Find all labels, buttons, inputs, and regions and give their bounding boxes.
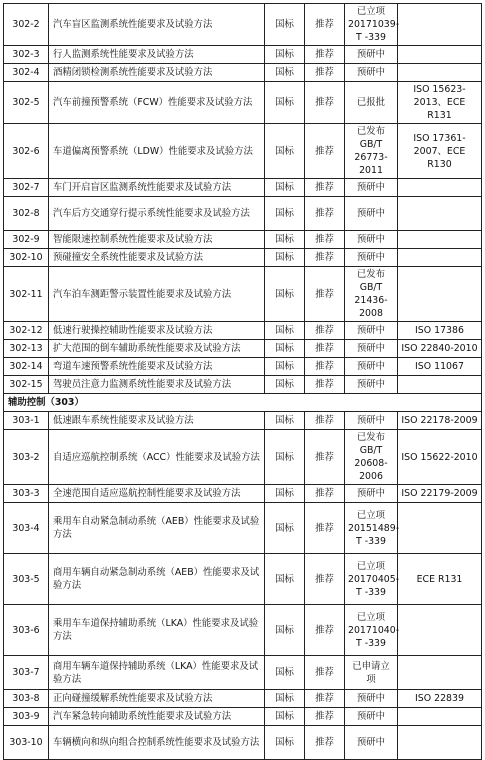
row-title: 乘用车自动紧急制动系统（AEB）性能要求及试验方法: [49, 503, 265, 554]
table-row: [4, 231, 482, 249]
row-nature: 推荐: [305, 46, 345, 64]
row-number: 303-1: [4, 412, 49, 430]
row-nature: 推荐: [305, 430, 345, 485]
row-reference: [398, 197, 482, 231]
row-nature: 推荐: [305, 124, 345, 179]
row-title: 汽车后方交通穿行提示系统性能要求及试验方法: [49, 197, 265, 231]
row-number: 303-10: [4, 726, 49, 760]
table-row: [4, 708, 482, 726]
row-standard-type: 国标: [265, 503, 305, 554]
row-nature: 推荐: [305, 249, 345, 267]
row-reference: ISO 15623-2013、ECE R131: [398, 82, 482, 124]
row-number: 302-3: [4, 46, 49, 64]
section-title: 辅助控制（303）: [4, 394, 482, 412]
row-title: 全速范围自适应巡航控制性能要求及试验方法: [49, 485, 265, 503]
row-status: 已申请立项: [345, 656, 398, 690]
row-number: 303-9: [4, 708, 49, 726]
table-row: [4, 322, 482, 340]
row-standard-type: 国标: [265, 179, 305, 197]
row-status: 已发布GB/T 20608-2006: [345, 430, 398, 485]
row-reference: [398, 64, 482, 82]
row-nature: 推荐: [305, 376, 345, 394]
row-standard-type: 国标: [265, 124, 305, 179]
row-status: 已立项 20151489-T -339: [345, 503, 398, 554]
row-title: 车道偏离预警系统（LDW）性能要求及试验方法: [49, 124, 265, 179]
row-reference: ECE R131: [398, 554, 482, 605]
row-reference: [398, 605, 482, 656]
row-nature: 推荐: [305, 412, 345, 430]
table-row: [4, 503, 482, 554]
row-status: 预研中: [345, 231, 398, 249]
row-nature: 推荐: [305, 267, 345, 322]
row-status: 已发布GB/T 21436-2008: [345, 267, 398, 322]
row-status: 预研中: [345, 485, 398, 503]
table-row: [4, 690, 482, 708]
table-row: [4, 124, 482, 179]
row-title: 低速跟车系统性能要求及试验方法: [49, 412, 265, 430]
row-status: 预研中: [345, 249, 398, 267]
row-number: 302-15: [4, 376, 49, 394]
row-reference: ISO 17361-2007、ECE R130: [398, 124, 482, 179]
row-reference: ISO 15622-2010: [398, 430, 482, 485]
table-row: [4, 179, 482, 197]
row-reference: [398, 231, 482, 249]
row-title: 乘用车车道保持辅助系统（LKA）性能要求及试验方法: [49, 605, 265, 656]
row-number: 303-7: [4, 656, 49, 690]
row-number: 302-5: [4, 82, 49, 124]
row-status: 已立项 20171039-T -339: [345, 4, 398, 46]
row-reference: [398, 249, 482, 267]
row-number: 303-3: [4, 485, 49, 503]
row-standard-type: 国标: [265, 358, 305, 376]
table-row: [4, 340, 482, 358]
row-number: 303-4: [4, 503, 49, 554]
row-reference: [398, 376, 482, 394]
row-number: 302-9: [4, 231, 49, 249]
row-number: 303-8: [4, 690, 49, 708]
row-status: 预研中: [345, 322, 398, 340]
row-status: 已发布GB/T 26773-2011: [345, 124, 398, 179]
row-reference: [398, 267, 482, 322]
row-nature: 推荐: [305, 726, 345, 760]
table-row: [4, 46, 482, 64]
row-nature: 推荐: [305, 503, 345, 554]
row-title: 商用车辆自动紧急制动系统（AEB）性能要求及试验方法: [49, 554, 265, 605]
row-title: 驾驶员注意力监测系统性能要求及试验方法: [49, 376, 265, 394]
row-standard-type: 国标: [265, 485, 305, 503]
row-status: 预研中: [345, 340, 398, 358]
row-nature: 推荐: [305, 605, 345, 656]
row-status: 预研中: [345, 358, 398, 376]
row-number: 302-13: [4, 340, 49, 358]
row-nature: 推荐: [305, 656, 345, 690]
row-title: 自适应巡航控制系统（ACC）性能要求及试验方法: [49, 430, 265, 485]
row-title: 智能限速控制系统性能要求及试验方法: [49, 231, 265, 249]
table-row: [4, 358, 482, 376]
row-nature: 推荐: [305, 708, 345, 726]
row-standard-type: 国标: [265, 82, 305, 124]
row-title: 汽车前撞预警系统（FCW）性能要求及试验方法: [49, 82, 265, 124]
row-status: 预研中: [345, 412, 398, 430]
row-title: 汽车紧急转向辅助系统性能要求及试验方法: [49, 708, 265, 726]
row-standard-type: 国标: [265, 376, 305, 394]
section-row: [4, 394, 482, 412]
table-row: [4, 376, 482, 394]
row-number: 302-6: [4, 124, 49, 179]
table-row: [4, 726, 482, 760]
row-nature: 推荐: [305, 231, 345, 249]
row-standard-type: 国标: [265, 708, 305, 726]
table-row: [4, 656, 482, 690]
row-standard-type: 国标: [265, 197, 305, 231]
row-standard-type: 国标: [265, 231, 305, 249]
row-title: 低速行驶操控辅助性能要求及试验方法: [49, 322, 265, 340]
row-number: 302-4: [4, 64, 49, 82]
table-row: [4, 430, 482, 485]
row-number: 302-8: [4, 197, 49, 231]
row-reference: ISO 22839: [398, 690, 482, 708]
table-row: [4, 249, 482, 267]
row-title: 弯道车速预警系统性能要求及试验方法: [49, 358, 265, 376]
row-title: 正向碰撞缓解系统性能要求及试验方法: [49, 690, 265, 708]
table-row: [4, 197, 482, 231]
row-reference: [398, 179, 482, 197]
row-status: 预研中: [345, 690, 398, 708]
row-title: 车门开启盲区监测系统性能要求及试验方法: [49, 179, 265, 197]
row-reference: [398, 656, 482, 690]
row-nature: 推荐: [305, 485, 345, 503]
row-reference: ISO 11067: [398, 358, 482, 376]
row-nature: 推荐: [305, 179, 345, 197]
row-standard-type: 国标: [265, 690, 305, 708]
row-nature: 推荐: [305, 690, 345, 708]
row-standard-type: 国标: [265, 249, 305, 267]
row-standard-type: 国标: [265, 430, 305, 485]
row-reference: ISO 17386: [398, 322, 482, 340]
table-row: [4, 4, 482, 46]
row-reference: [398, 4, 482, 46]
row-title: 汽车盲区监测系统性能要求及试验方法: [49, 4, 265, 46]
row-number: 302-12: [4, 322, 49, 340]
row-status: 已报批: [345, 82, 398, 124]
row-number: 302-2: [4, 4, 49, 46]
row-status: 已立项 20171040-T -339: [345, 605, 398, 656]
row-standard-type: 国标: [265, 322, 305, 340]
row-number: 302-7: [4, 179, 49, 197]
row-reference: ISO 22179-2009: [398, 485, 482, 503]
row-title: 预碰撞安全系统性能要求及试验方法: [49, 249, 265, 267]
table-row: [4, 485, 482, 503]
row-status: 预研中: [345, 197, 398, 231]
row-standard-type: 国标: [265, 64, 305, 82]
row-status: 预研中: [345, 708, 398, 726]
table-row: [4, 412, 482, 430]
row-nature: 推荐: [305, 554, 345, 605]
row-number: 303-6: [4, 605, 49, 656]
row-title: 汽车泊车测距警示装置性能要求及试验方法: [49, 267, 265, 322]
row-number: 303-5: [4, 554, 49, 605]
row-title: 商用车辆车道保持辅助系统（LKA）性能要求及试验方法: [49, 656, 265, 690]
row-standard-type: 国标: [265, 412, 305, 430]
row-nature: 推荐: [305, 340, 345, 358]
row-nature: 推荐: [305, 197, 345, 231]
row-number: 302-14: [4, 358, 49, 376]
row-status: 预研中: [345, 376, 398, 394]
standards-table: [3, 3, 482, 760]
row-title: 车辆横向和纵向组合控制系统性能要求及试验方法: [49, 726, 265, 760]
row-standard-type: 国标: [265, 656, 305, 690]
row-status: 预研中: [345, 64, 398, 82]
table-row: [4, 554, 482, 605]
row-standard-type: 国标: [265, 46, 305, 64]
row-status: 预研中: [345, 179, 398, 197]
row-status: 已立项 20170405-T -339: [345, 554, 398, 605]
row-nature: 推荐: [305, 82, 345, 124]
row-reference: [398, 503, 482, 554]
row-status: 预研中: [345, 726, 398, 760]
row-title: 行人监测系统性能要求及试验方法: [49, 46, 265, 64]
row-reference: [398, 708, 482, 726]
table-row: [4, 64, 482, 82]
row-nature: 推荐: [305, 64, 345, 82]
row-standard-type: 国标: [265, 605, 305, 656]
table-row: [4, 82, 482, 124]
row-reference: [398, 46, 482, 64]
row-standard-type: 国标: [265, 554, 305, 605]
row-nature: 推荐: [305, 4, 345, 46]
row-number: 302-11: [4, 267, 49, 322]
table-row: [4, 605, 482, 656]
row-reference: [398, 726, 482, 760]
row-status: 预研中: [345, 46, 398, 64]
row-title: 扩大范围的倒车辅助系统性能要求及试验方法: [49, 340, 265, 358]
row-reference: ISO 22178-2009: [398, 412, 482, 430]
row-standard-type: 国标: [265, 267, 305, 322]
row-number: 302-10: [4, 249, 49, 267]
row-title: 酒精闭锁检测系统性能要求及试验方法: [49, 64, 265, 82]
row-nature: 推荐: [305, 358, 345, 376]
row-number: 303-2: [4, 430, 49, 485]
table-row: [4, 267, 482, 322]
row-nature: 推荐: [305, 322, 345, 340]
row-reference: ISO 22840-2010: [398, 340, 482, 358]
row-standard-type: 国标: [265, 4, 305, 46]
row-standard-type: 国标: [265, 340, 305, 358]
row-standard-type: 国标: [265, 726, 305, 760]
